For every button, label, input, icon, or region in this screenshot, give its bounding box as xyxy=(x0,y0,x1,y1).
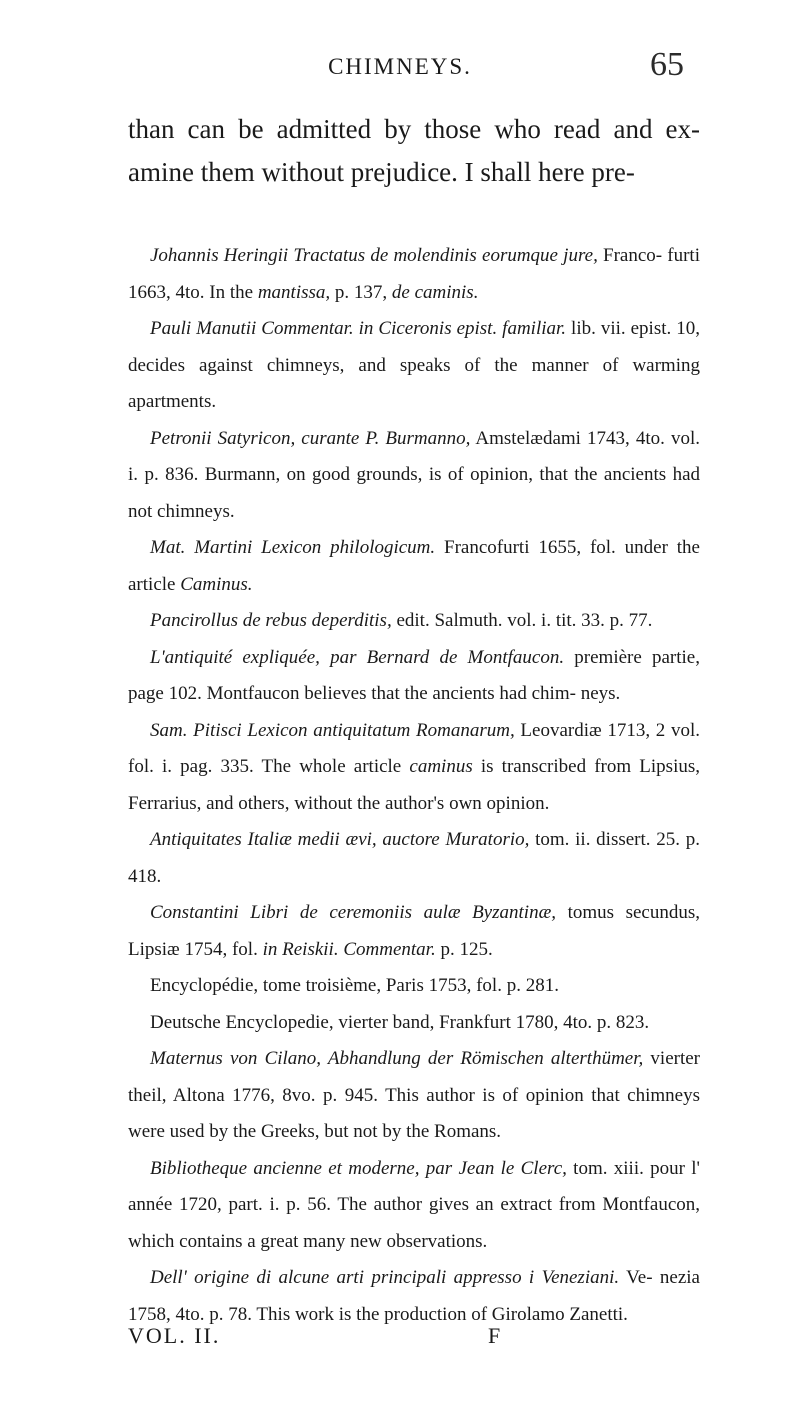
note-text: tom. xiii. pour l' année 1720, part. i. p. 56. The author gives an extract from Montfaucon, which contains a great many new observations. xyxy=(128,1157,700,1252)
volume-mark: VOL. II. xyxy=(128,1323,221,1348)
work-title: de caminis. xyxy=(391,281,479,303)
note-text: is transcribed from Lipsius, Ferrarius, and others, without the author's own opinion. xyxy=(128,756,700,814)
note-entry xyxy=(128,238,700,311)
work-title: Petronii Satyricon, curante P. Burmanno, xyxy=(150,427,471,449)
work-title: Pancirollus de rebus deperditis, xyxy=(150,610,392,631)
work-title: L'antiquité expliquée, par Bernard de Montfaucon. xyxy=(150,646,565,668)
work-title: Caminus. xyxy=(180,573,253,595)
work-title: Mat. Martini Lexicon philologicum. xyxy=(150,537,436,558)
note-entry xyxy=(128,968,700,1005)
bibliography-notes xyxy=(128,238,700,1333)
work-title: Constantini Libri de ceremoniis aulæ Byzantinæ, xyxy=(150,902,556,923)
page-footer xyxy=(128,1323,700,1359)
note-text: tomus secundus, Lipsiæ 1754, fol. xyxy=(128,902,700,960)
note-entry xyxy=(128,603,700,640)
note-entry xyxy=(128,1041,700,1151)
work-title: in Reiskii. Commentar. xyxy=(262,938,436,960)
note-text: edit. Salmuth. vol. i. tit. 33. p. 77. xyxy=(391,610,653,631)
note-entry xyxy=(128,311,700,421)
note-text: Franco- furti 1663, 4to. In the xyxy=(128,245,700,303)
note-entry xyxy=(128,421,700,531)
work-title: mantissa, xyxy=(257,281,331,303)
note-text: vierter theil, Altona 1776, 8vo. p. 945. This author is of opinion that chimneys were used by the Greeks, but not by the Romans. xyxy=(128,1048,700,1142)
note-entry xyxy=(128,822,700,895)
note-entry xyxy=(128,1151,700,1261)
note-text: Deutsche Encyclopedie, vierter band, Frankfurt 1780, 4to. p. 823. xyxy=(150,1011,650,1033)
work-title: Bibliotheque ancienne et moderne, par Jean le Clerc, xyxy=(150,1157,567,1179)
note-text: première partie, page 102. Montfaucon believes that the ancients had chim- neys. xyxy=(128,646,700,704)
note-text: lib. vii. epist. 10, decides against chimneys, and speaks of the manner of warming apartments. xyxy=(128,318,700,412)
signature-mark: F xyxy=(488,1323,503,1348)
note-entry xyxy=(128,640,700,713)
work-title: Dell' origine di alcune arti principali appresso i Veneziani. xyxy=(150,1267,620,1288)
work-title: Pauli Manutii Commentar. in Ciceronis epist. familiar. xyxy=(150,318,567,339)
note-text: Francofurti 1655, fol. under the article xyxy=(128,537,700,595)
page-header xyxy=(0,46,800,86)
note-text: Leovardiæ 1713, 2 vol. fol. i. pag. 335. The whole article xyxy=(128,719,700,777)
note-entry xyxy=(128,1005,700,1042)
note-text: p. 125. xyxy=(435,938,493,960)
note-text: Encyclopédie, tome troisième, Paris 1753, fol. p. 281. xyxy=(150,975,559,996)
note-entry xyxy=(128,895,700,968)
work-title: Sam. Pitisci Lexicon antiquitatum Romanarum, xyxy=(150,719,515,741)
work-title: caminus xyxy=(409,756,473,777)
work-title: Antiquitates Italiæ medii ævi, auctore Muratorio, xyxy=(150,829,530,850)
note-entry xyxy=(128,530,700,603)
note-text: tom. ii. dissert. 25. p. 418. xyxy=(128,829,700,887)
note-text: Amstelædami 1743, 4to. vol. i. p. 836. Burmann, on good grounds, is of opinion, that the ancients had not chimneys. xyxy=(128,427,700,522)
work-title: Maternus von Cilano, Abhandlung der Römischen alterthümer, xyxy=(150,1048,644,1069)
work-title: Johannis Heringii Tractatus de molendinis eorumque jure, xyxy=(150,245,598,266)
note-text: p. 137, xyxy=(330,281,392,303)
note-entry xyxy=(128,713,700,823)
running-head: CHIMNEYS. xyxy=(328,54,472,79)
body-paragraph: than can be admitted by those who read and ex- amine them without prejudice. I shall here pre- xyxy=(128,114,700,187)
page-number: 65 xyxy=(650,46,684,83)
note-text: Ve- nezia 1758, 4to. p. 78. This work is the production of Girolamo Zanetti. xyxy=(128,1267,700,1325)
